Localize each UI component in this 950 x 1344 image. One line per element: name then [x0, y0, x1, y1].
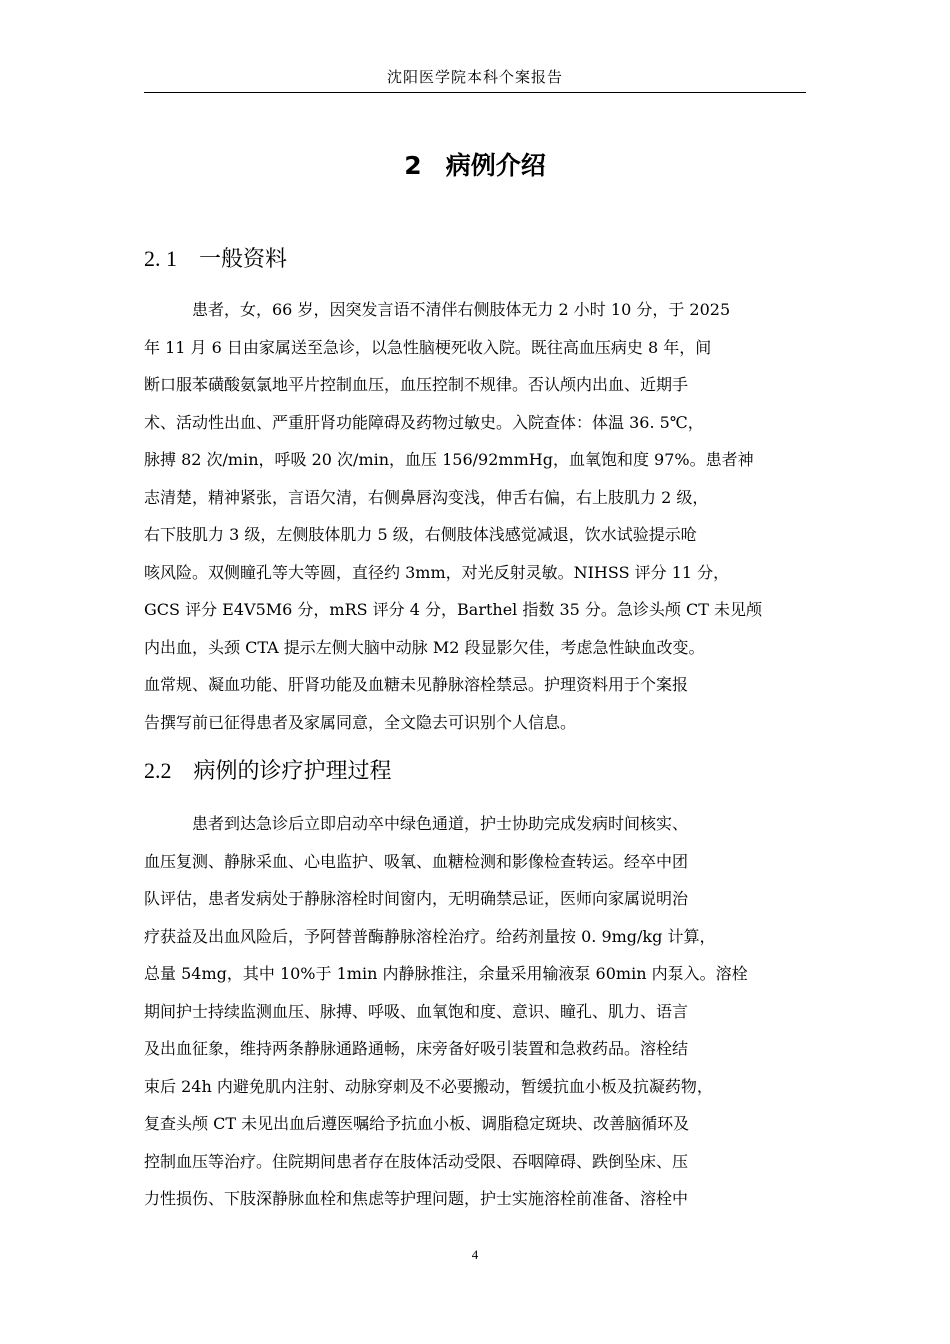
paragraph-line: 术、活动性出血、严重肝肾功能障碍及药物过敏史。入院查体：体温 36. 5℃， [144, 412, 704, 432]
paragraph-line: 患者到达急诊后立即启动卒中绿色通道，护士协助完成发病时间核实、 [192, 814, 689, 833]
section-heading-general-info [144, 244, 287, 275]
chapter-title-text: 病例介绍 [445, 151, 546, 180]
paragraph-line: 右下肢肌力 3 级，左侧肢体肌力 5 级，右侧肢体浅感觉减退，饮水试验提示呛 [144, 525, 697, 544]
paragraph-line: 束后 24h 内避免肌内注射、动脉穿刺及不必要搬动，暂缓抗血小板及抗凝药物， [144, 1076, 713, 1096]
paragraph-line: 队评估，患者发病处于静脉溶栓时间窗内，无明确禁忌证，医师向家属说明治 [144, 889, 689, 908]
page-number: 4 [471, 1247, 479, 1262]
section-heading-treatment-process [144, 756, 392, 787]
paragraph-line: 咳风险。双侧瞳孔等大等圆，直径约 3mm，对光反射灵敏。NIHSS 评分 11 分， [144, 562, 730, 582]
section-number: 2.2 [144, 758, 172, 783]
paragraph-line: 脉搏 82 次/min，呼吸 20 次/min，血压 156/92mmHg，血氧饱和度 97%。患者神 [144, 450, 754, 469]
section-title-text: 一般资料 [199, 247, 288, 272]
page-header: 沈阳医学院本科个案报告 [144, 62, 806, 93]
chapter-number: 2 [404, 151, 422, 180]
paragraph-line: 及出血征象，维持两条静脉通路通畅，床旁备好吸引装置和急救药品。溶栓结 [144, 1039, 689, 1058]
paragraph-line: 血压复测、静脉采血、心电监护、吸氧、血糖检测和影像检查转运。经卒中团 [144, 851, 689, 871]
section-title-text: 病例的诊疗护理过程 [193, 759, 392, 784]
paragraph-line: 患者，女，66 岁，因突发言语不清伴右侧肢体无力 2 小时 10 分，于 2025 [192, 300, 731, 319]
paragraph-line: 血常规、凝血功能、肝肾功能及血糖未见静脉溶栓禁忌。护理资料用于个案报 [144, 675, 689, 694]
paragraph-line: 复查头颅 CT 未见出血后遵医嘱给予抗血小板、调脂稳定斑块、改善脑循环及 [144, 1114, 690, 1133]
paragraph-line: 总量 54mg，其中 10%于 1min 内静脉推注，余量采用输液泵 60min 内泵入。溶栓 [144, 964, 748, 983]
paragraph-general-info [144, 291, 812, 741]
chapter-title [144, 148, 806, 184]
paragraph-treatment-process [144, 805, 812, 1218]
paragraph-line: 年 11 月 6 日由家属送至急诊，以急性脑梗死收入院。既往高血压病史 8 年，间 [144, 337, 712, 357]
paragraph-line: 志清楚，精神紧张，言语欠清，右侧鼻唇沟变浅，伸舌右偏，右上肢肌力 2 级， [144, 487, 709, 507]
paragraph-line: 疗获益及出血风险后，予阿替普酶静脉溶栓治疗。给药剂量按 0. 9mg/kg 计算， [144, 926, 716, 946]
paragraph-line: 期间护士持续监测血压、脉搏、呼吸、血氧饱和度、意识、瞳孔、肌力、语言 [144, 1001, 689, 1021]
paragraph-line: 控制血压等治疗。住院期间患者存在肢体活动受限、吞咽障碍、跌倒坠床、压 [144, 1151, 689, 1171]
paragraph-line: GCS 评分 E4V5M6 分，mRS 评分 4 分，Barthel 指数 35 分。急诊头颅 CT 未见颅 [144, 600, 762, 619]
paragraph-line: 力性损伤、下肢深静脉血栓和焦虑等护理问题，护士实施溶栓前准备、溶栓中 [144, 1189, 689, 1208]
paragraph-line: 内出血，头颈 CTA 提示左侧大脑中动脉 M2 段显影欠佳，考虑急性缺血改变。 [144, 637, 705, 657]
section-number: 2. 1 [144, 246, 177, 271]
paragraph-line: 告撰写前已征得患者及家属同意，全文隐去可识别个人信息。 [144, 712, 577, 732]
paragraph-line: 断口服苯磺酸氨氯地平片控制血压，血压控制不规律。否认颅内出血、近期手 [144, 375, 689, 394]
